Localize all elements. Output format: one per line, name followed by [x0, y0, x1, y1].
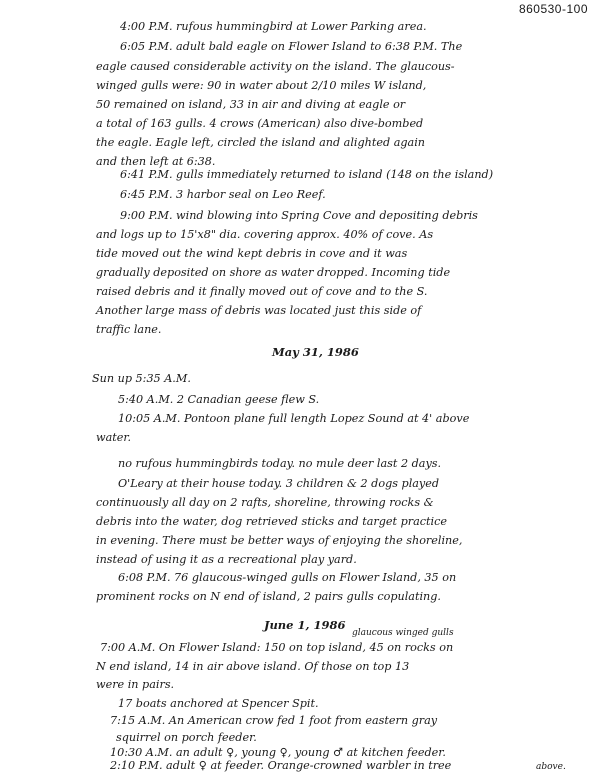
entry-line: gradually deposited on shore as water dropped. Incoming tide: [96, 266, 451, 279]
entry-line: 10:30 A.M. an adult ♀, young ♀, young ♂ at kitchen feeder.: [110, 746, 446, 759]
entry-line: 6:05 P.M. adult bald eagle on Flower Island to 6:38 P.M. The: [120, 40, 463, 53]
entry-line: and logs up to 15'x8" dia. covering approx. 40% of cove. As: [96, 228, 434, 241]
entry-line: no rufous hummingbirds today. no mule deer last 2 days.: [118, 457, 442, 470]
entry-date: May 31, 1986: [272, 345, 359, 359]
trailing-note: above.: [536, 762, 566, 772]
entry-line: were in pairs.: [96, 678, 175, 691]
entry-line: 17 boats anchored at Spencer Spit.: [118, 697, 319, 710]
entry-line: water.: [96, 431, 132, 444]
entry-line: 6:08 P.M. 76 glaucous-winged gulls on Flower Island, 35 on: [118, 571, 457, 584]
entry-line: squirrel on porch feeder.: [116, 731, 257, 744]
entry-line: in evening. There must be better ways of enjoying the shoreline,: [96, 534, 463, 547]
entry-line: 6:45 P.M. 3 harbor seal on Leo Reef.: [120, 188, 326, 201]
entry-line: O'Leary at their house today. 3 children & 2 dogs played: [118, 477, 440, 490]
entry-line: instead of using it as a recreational play yard.: [96, 553, 357, 566]
entry-line: winged gulls were: 90 in water about 2/10 miles W island,: [96, 79, 427, 92]
entry-date: June 1, 1986: [264, 618, 346, 632]
entry-line: continuously all day on 2 rafts, shoreline, throwing rocks &: [96, 496, 434, 509]
entry-line: 7:00 A.M. On Flower Island: 150 on top island, 45 on rocks on: [100, 641, 454, 654]
entry-line: 2:10 P.M. adult ♀ at feeder. Orange-crowned warbler in tree: [110, 759, 452, 772]
document-id: 860530-100: [518, 2, 588, 16]
entry-line: 6:41 P.M. gulls immediately returned to island (148 on the island): [120, 168, 494, 181]
entry-line: prominent rocks on N end of island, 2 pairs gulls copulating.: [96, 590, 441, 603]
entry-line: the eagle. Eagle left, circled the island and alighted again: [96, 136, 425, 149]
entry-line: N end island, 14 in air above island. Of those on top 13: [96, 660, 410, 673]
entry-line: 50 remained on island, 33 in air and diving at eagle or: [96, 98, 406, 111]
entry-line: 7:15 A.M. An American crow fed 1 foot from eastern gray: [110, 714, 438, 727]
entry-line: 5:40 A.M. 2 Canadian geese flew S.: [118, 393, 320, 406]
entry-line: a total of 163 gulls. 4 crows (American) also dive-bombed: [96, 117, 424, 130]
entry-line: and then left at 6:38.: [96, 155, 216, 168]
entry-line: Sun up 5:35 A.M.: [92, 372, 191, 385]
insert-note: glaucous winged gulls: [352, 628, 454, 638]
entry-line: tide moved out the wind kept debris in cove and it was: [96, 247, 408, 260]
entry-line: Another large mass of debris was located just this side of: [96, 304, 422, 317]
entry-line: debris into the water, dog retrieved sticks and target practice: [96, 515, 447, 528]
entry-line: 4:00 P.M. rufous hummingbird at Lower Parking area.: [120, 20, 427, 33]
entry-line: eagle caused considerable activity on the island. The glaucous-: [96, 60, 455, 73]
entry-line: raised debris and it finally moved out of cove and to the S.: [96, 285, 428, 298]
entry-line: 9:00 P.M. wind blowing into Spring Cove and depositing debris: [120, 209, 478, 222]
entry-line: 10:05 A.M. Pontoon plane full length Lopez Sound at 4' above: [118, 412, 470, 425]
entry-line: traffic lane.: [96, 323, 162, 336]
